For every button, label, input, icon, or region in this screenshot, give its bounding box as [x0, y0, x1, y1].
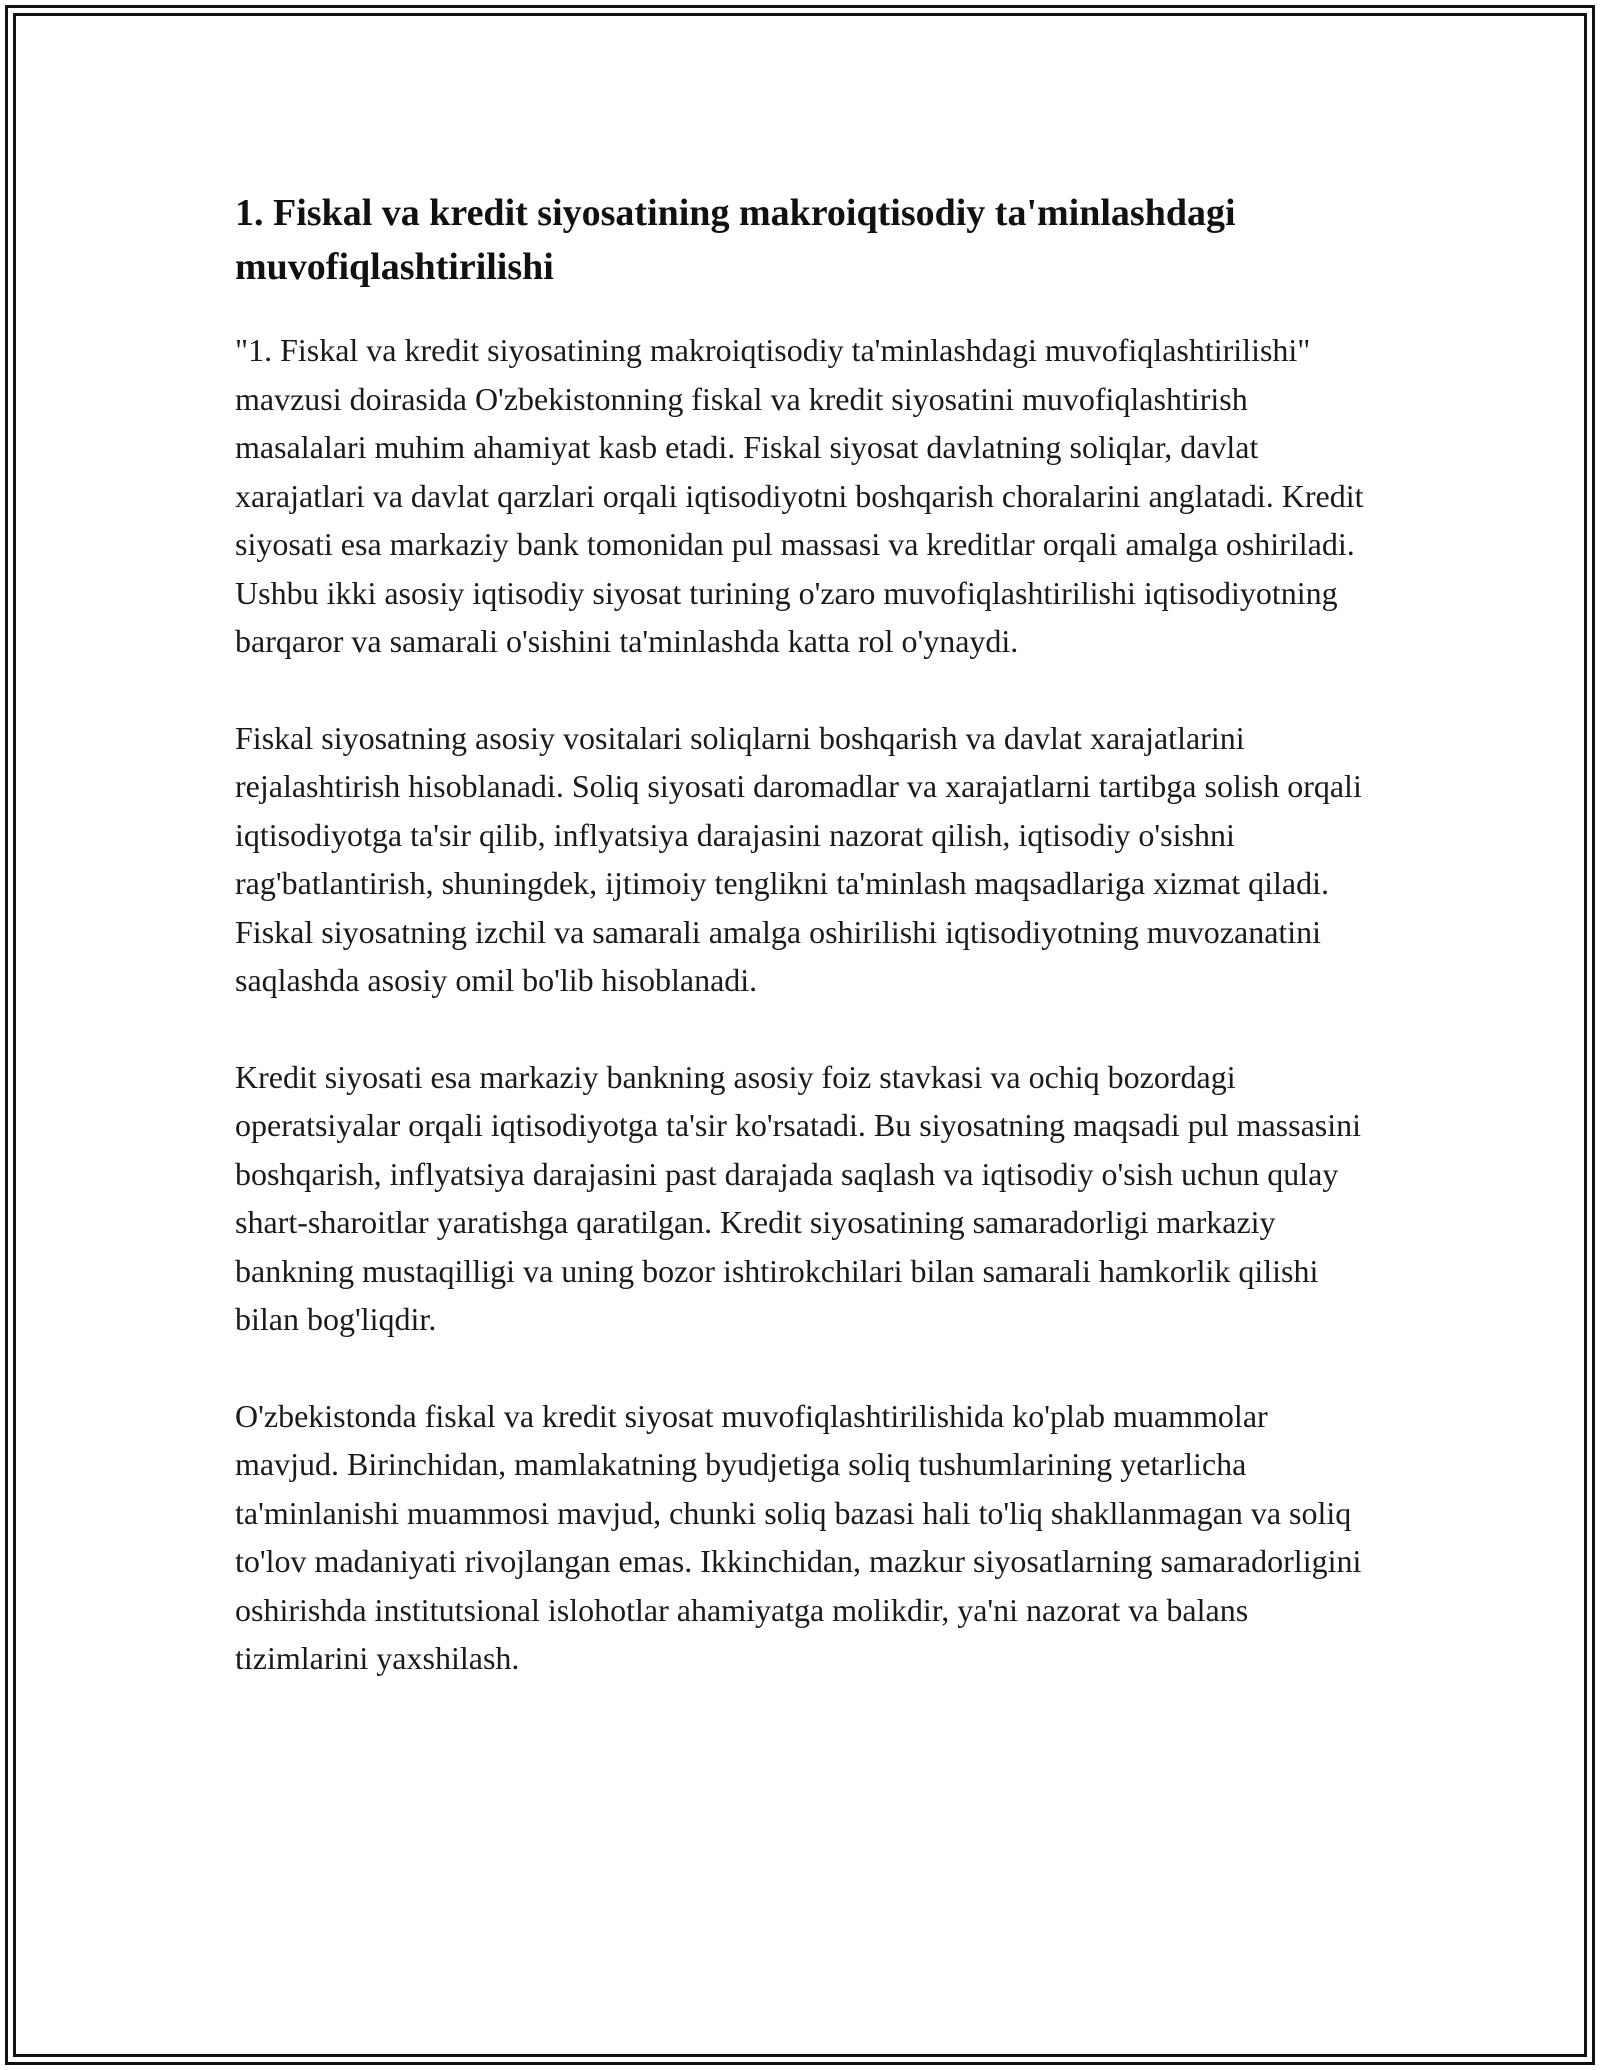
paragraph-intro: "1. Fiskal va kredit siyosatining makroiqtisodiy ta'minlashdagi muvofiqlashtirilishi" mavzusi doirasida O'zbekistonning fiskal va kredit siyosatini muvofiqlashtirish masalalari muhim ahamiyat kasb etadi. Fiskal siyosat davlatning soliqlar, davlat xarajatlari va davlat qarzlari orqali iqtisodiyotni boshqarish choralarini anglatadi. Kredit siyosati esa markaziy bank tomonidan pul massasi va kreditlar orqali amalga oshiriladi. Ushbu ikki asosiy iqtisodiy siyosat turining o'zaro muvofiqlashtirilishi iqtisodiyotning barqaror va samarali o'sishini ta'minlashda katta rol o'ynaydi.	[235, 332, 1364, 659]
document-title: 1. Fiskal va kredit siyosatining makroiqtisodiy ta'minlashdagi muvofiqlashtirilishi	[235, 192, 1236, 288]
paragraph-fiscal-policy: Fiskal siyosatning asosiy vositalari soliqlarni boshqarish va davlat xarajatlarini rejalashtirish hisoblanadi. Soliq siyosati daromadlar va xarajatlarni tartibga solish orqali iqtisodiyotga ta'sir qilib, inflyatsiya darajasini nazorat qilish, iqtisodiy o'sishni rag'batlantirish, shuningdek, ijtimoiy tenglikni ta'minlash maqsadlariga xizmat qiladi. Fiskal siyosatning izchil va samarali amalga oshirilishi iqtisodiyotning muvozanatini saqlashda asosiy omil bo'lib hisoblanadi.	[235, 719, 1362, 998]
paragraph-credit-policy: Kredit siyosati esa markaziy bankning asosiy foiz stavkasi va ochiq bozordagi operatsiyalar orqali iqtisodiyotga ta'sir ko'rsatadi. Bu siyosatning maqsadi pul massasini boshqarish, inflyatsiya darajasini past darajada saqlash va iqtisodiy o'sish uchun qulay shart-sharoitlar yaratishga qaratilgan. Kredit siyosatining samaradorligi markaziy bankning mustaqilligi va uning bozor ishtirokchilari bilan samarali hamkorlik qilishi bilan bog'liqdir.	[235, 1058, 1362, 1337]
document-body	[235, 186, 1375, 1731]
paragraph-uzbekistan-problems: O'zbekistonda fiskal va kredit siyosat muvofiqlashtirilishida ko'plab muammolar mavjud. Birinchidan, mamlakatning byudjetiga soliq tushumlarining yetarlicha ta'minlanishi muammosi mavjud, chunki soliq bazasi hali to'liq shakllanmagan va soliq to'lov madaniyati rivojlangan emas. Ikkinchidan, mazkur siyosatlarning samaradorligini oshirishda institutsional islohotlar ahamiyatga molikdir, ya'ni nazorat va balans tizimlarini yaxshilash.	[235, 1397, 1362, 1676]
